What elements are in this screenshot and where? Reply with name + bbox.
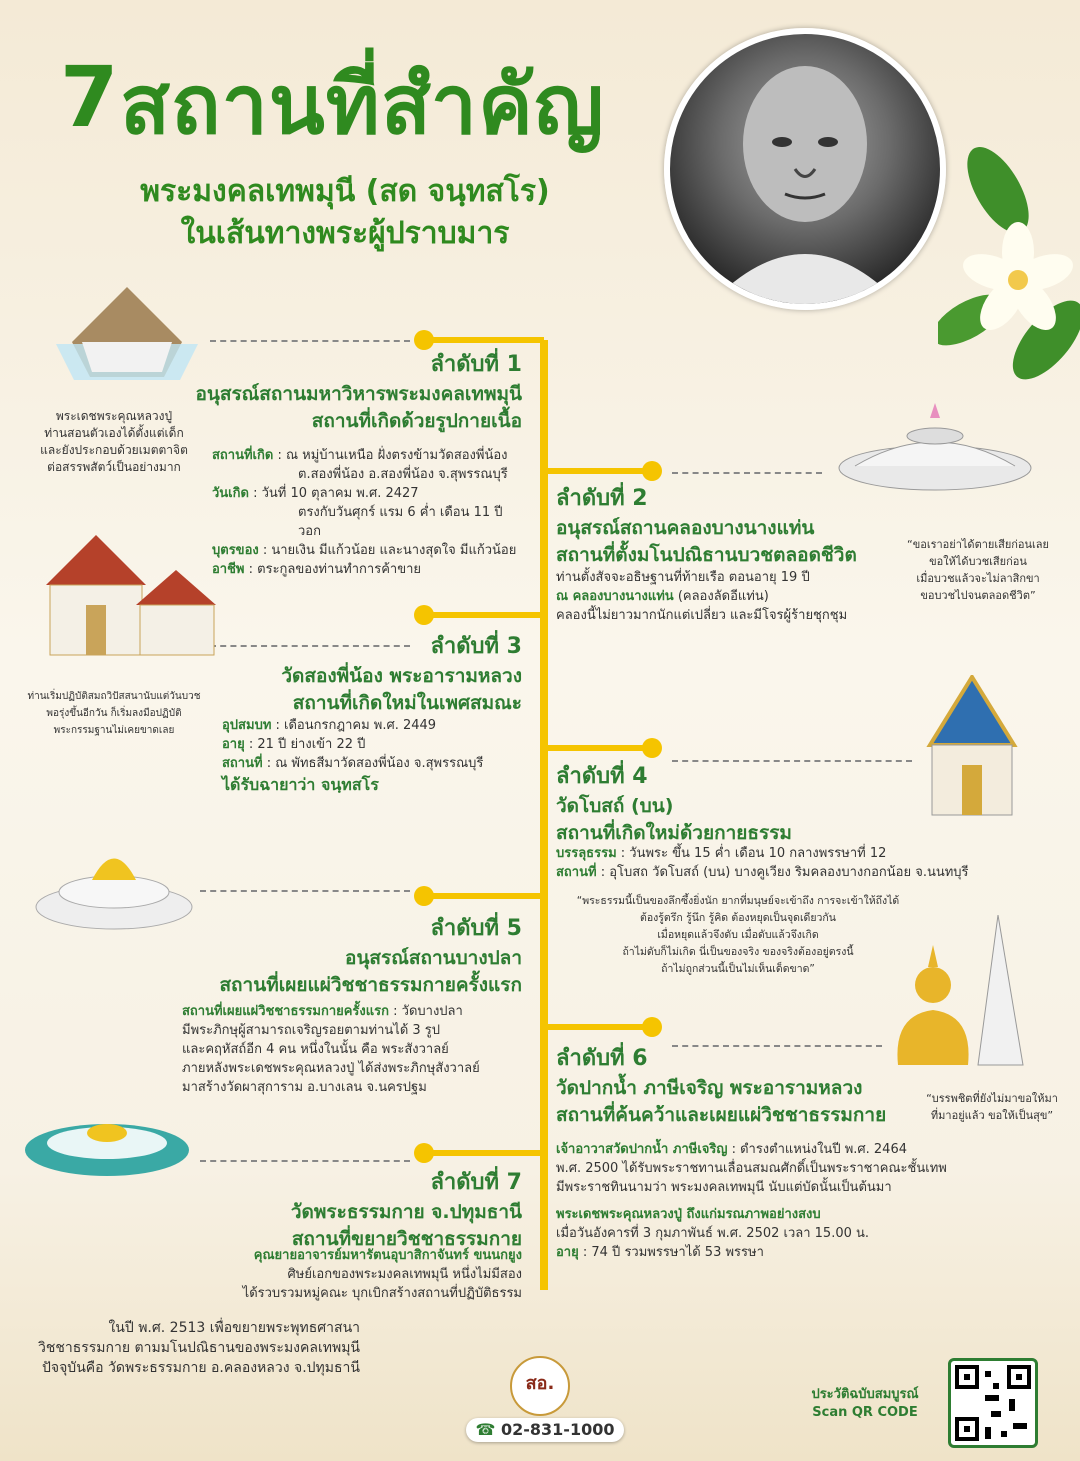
item-heading: สถานที่ขยายวิชชาธรรมกาย	[291, 1228, 522, 1250]
connector-6	[544, 1024, 652, 1030]
item-1	[150, 346, 522, 435]
leader-line-2	[672, 472, 822, 474]
item-heading: สถานที่เกิดด้วยรูปกายเนื้อ	[311, 410, 522, 432]
quote-6	[912, 1090, 1072, 1124]
subtitle-line1: พระมงคลเทพมุนี (สด จนฺทสโร)	[140, 174, 550, 209]
detail-text: : นายเงิน มีแก้วน้อย และนางสุดใจ มีแก้วน้อย	[258, 543, 517, 558]
detail-label: อุปสมบท	[222, 718, 272, 733]
subtitle-line2: ในเส้นทางพระผู้ปราบมาร	[180, 216, 510, 251]
item-rank: ลำดับที่ 5	[430, 916, 522, 941]
detail-label: สถานที่เผยแผ่วิชชาธรรมกายครั้งแรก	[182, 1004, 389, 1019]
quote-2-line: ขอบวชไปจนตลอดชีวิต”	[920, 589, 1036, 602]
detail-text: มีพระภิกษุผู้สามารถเจริญรอยตามท่านได้ 3 รูป	[182, 1023, 441, 1038]
detail-label: พระเดชพระคุณหลวงปู่ ถึงแก่มรณภาพอย่างสงบ	[556, 1207, 821, 1222]
item-heading: สถานที่ค้นคว้าและเผยแผ่วิชชาธรรมกาย	[556, 1104, 887, 1126]
note-1-line: ท่านสอนตัวเองได้ตั้งแต่เด็ก	[44, 426, 184, 440]
footer-line: ปัจจุบันคือ วัดพระธรรมกาย อ.คลองหลวง จ.ปทุมธานี	[42, 1360, 360, 1376]
qr-caption	[790, 1386, 940, 1422]
footer-text	[20, 1318, 360, 1378]
detail-text: คลองนี้ไม่ยาวมากนักแต่เปลี่ยว และมีโจรผู้ร้ายชุกชุม	[556, 608, 848, 623]
item-heading: สถานที่ตั้งมโนปณิธานบวชตลอดชีวิต	[556, 544, 857, 566]
detail-text: : ณ พัทธสีมาวัดสองพี่น้อง จ.สุพรรณบุรี	[262, 756, 484, 771]
item-heading: วัดพระธรรมกาย จ.ปทุมธานี	[290, 1201, 522, 1223]
item-heading: วัดสองพี่น้อง พระอารามหลวง	[281, 665, 522, 687]
detail-label: สถานที่	[556, 865, 597, 880]
connector-3	[420, 612, 544, 618]
detail-text: : วันที่ 10 ตุลาคม พ.ศ. 2427	[248, 486, 419, 501]
detail-text: : ตระกูลของท่านทำการค้าขาย	[244, 562, 422, 577]
item-heading: วัดปากน้ำ ภาษีเจริญ พระอารามหลวง	[556, 1077, 863, 1099]
item-6-details	[556, 1140, 1036, 1262]
logo-badge: สอ.	[510, 1356, 570, 1416]
quote-2-line: เมื่อบวชแล้วจะไม่ลาสิกขา	[916, 572, 1040, 585]
detail-text: พ.ศ. 2500 ได้รับพระราชทานเลื่อนสมณศักดิ์เป็นพระราชาคณะชั้นเทพ	[556, 1161, 947, 1176]
quote-6-line: ที่มาอยู่แล้ว ขอให้เป็นสุข”	[930, 1109, 1054, 1122]
footer-line: วิชชาธรรมกาย ตามมโนปณิธานของพระมงคลเทพมุนี	[37, 1340, 360, 1356]
detail-text: (คลองลัดอีแท่น)	[673, 589, 769, 604]
item-rank: ลำดับที่ 2	[556, 486, 648, 511]
detail-text: ศิษย์เอกของพระมงคลเทพมุนี หนึ่งไม่มีสอง	[287, 1267, 522, 1282]
note-1-line: พระเดชพระคุณหลวงปู่	[55, 409, 173, 423]
item-7-details	[172, 1246, 522, 1303]
detail-label: เจ้าอาวาสวัดปากน้ำ ภาษีเจริญ	[556, 1142, 728, 1157]
phone-text: 02-831-1000	[501, 1420, 615, 1439]
quote-4	[556, 893, 920, 978]
detail-text: เมื่อวันอังคารที่ 3 กุมภาพันธ์ พ.ศ. 2502 เวลา 15.00 น.	[556, 1226, 870, 1241]
connector-2	[544, 468, 652, 474]
leader-line-1	[210, 340, 410, 342]
ubosot-icon	[922, 675, 1022, 829]
item-4	[556, 758, 916, 847]
detail-label: บรรลุธรรม	[556, 846, 617, 861]
item-heading: อนุสรณ์สถานคลองบางนางแท่น	[556, 517, 815, 539]
item-rank: ลำดับที่ 7	[430, 1170, 522, 1195]
monk-portrait	[664, 28, 946, 310]
detail-label: อายุ	[556, 1245, 579, 1260]
item-heading: สถานที่เกิดใหม่ในเพศสมณะ	[292, 692, 522, 714]
detail-text: และคฤหัสถ์อีก 4 คน หนึ่งในนั้น คือ พระสังวาลย์	[182, 1042, 449, 1057]
detail-text: ต.สองพี่น้อง อ.สองพี่น้อง จ.สุพรรณบุรี	[298, 467, 508, 482]
detail-label: ได้รับฉายาว่า จนฺทสโร	[222, 775, 379, 794]
detail-label: ณ คลองบางนางแท่น	[556, 589, 674, 604]
quote-4-line: “พระธรรมนี้เป็นของลึกซึ้งยิ่งนัก ยากที่มนุษย์จะเข้าถึง การจะเข้าให้ถึงได้	[576, 895, 900, 907]
detail-label: อายุ	[222, 737, 245, 752]
quote-2	[888, 536, 1068, 604]
quote-4-line: ถ้าไม่ถูกส่วนนี้เป็นไม่เห็นเด็ดขาด”	[661, 963, 815, 975]
detail-text: มาสร้างวัดผาสุการาม อ.บางเลน จ.นครปฐม	[182, 1080, 427, 1095]
quote-6-line: “บรรพชิตที่ยังไม่มาขอให้มา	[926, 1092, 1058, 1105]
item-heading: สถานที่เกิดใหม่ด้วยกายธรรม	[556, 822, 792, 844]
detail-label: สถานที่	[222, 756, 263, 771]
title-number: 7	[60, 48, 119, 146]
quote-2-line: ขอให้ได้บวชเสียก่อน	[929, 555, 1027, 568]
detail-label: วันเกิด	[212, 486, 249, 501]
note-3	[14, 688, 214, 739]
detail-text: : ดำรงตำแหน่งในปี พ.ศ. 2464	[727, 1142, 907, 1157]
detail-text: : ณ หมู่บ้านเหนือ ฝั่งตรงข้ามวัดสองพี่น้อง	[273, 448, 508, 463]
item-heading: สถานที่เผยแผ่วิชชาธรรมกายครั้งแรก	[219, 974, 522, 996]
detail-text: : เดือนกรกฎาคม พ.ศ. 2449	[271, 718, 437, 733]
timeline-line	[540, 340, 548, 1290]
connector-4	[544, 745, 652, 751]
timeline-dot-6	[642, 1017, 662, 1037]
note-3-line: ท่านเริ่มปฏิบัติสมถวิปัสสนานับแต่วันบวช	[27, 691, 201, 702]
note-1-line: ต่อสรรพสัตว์เป็นอย่างมาก	[47, 460, 181, 474]
timeline-dot-4	[642, 738, 662, 758]
temple-icon	[36, 525, 222, 669]
item-rank: ลำดับที่ 3	[430, 634, 522, 659]
flower-icon	[938, 130, 1080, 394]
item-2-details	[556, 568, 886, 625]
item-3	[200, 628, 522, 717]
detail-text: ได้รวบรวมหมู่คณะ บุกเบิกสร้างสถานที่ปฏิบัติธรรม	[242, 1286, 522, 1301]
item-5	[170, 910, 522, 999]
detail-text: : วันพระ ขึ้น 15 ค่ำ เดือน 10 กลางพรรษาที่ 12	[616, 846, 887, 861]
phone-icon: ☎	[475, 1420, 501, 1439]
quote-2-line: “ขอเราอย่าได้ตายเสียก่อนเลย	[907, 538, 1049, 551]
item-rank: ลำดับที่ 4	[556, 764, 648, 789]
page-title: สถานที่สำคัญ	[120, 58, 605, 153]
note-3-line: พอรุ่งขึ้นอีกวัน ก็เริ่มลงมือปฏิบัติ	[46, 708, 182, 719]
connector-5	[420, 893, 544, 899]
dhammakaya-cetiya-icon	[22, 1105, 192, 1184]
leader-line-7	[200, 1160, 410, 1162]
item-3-details	[222, 716, 532, 794]
timeline-dot-3	[414, 605, 434, 625]
detail-text: ท่านตั้งสัจจะอธิษฐานที่ท้ายเรือ ตอนอายุ 19 ปี	[556, 570, 810, 585]
leader-line-5	[200, 890, 410, 892]
qr-code[interactable]	[948, 1358, 1038, 1448]
detail-text: มีพระราชทินนามว่า พระมงคลเทพมุนี นับแต่บัดนั้นเป็นต้นมา	[556, 1180, 892, 1195]
qr-label: Scan QR CODE	[812, 1405, 918, 1420]
item-1-details	[212, 446, 522, 579]
quote-4-line: ต้องรู้ตรึก รู้นึก รู้คิด ต้องหยุดเป็นจุดเดียวกัน	[640, 912, 836, 924]
detail-label: บุตรของ	[212, 543, 259, 558]
connector-1	[420, 337, 544, 343]
detail-label: คุณยายอาจารย์มหารัตนอุบาสิกาจันทร์ ขนนกยูง	[253, 1248, 522, 1263]
item-rank: ลำดับที่ 6	[556, 1046, 648, 1071]
timeline-dot-2	[642, 461, 662, 481]
quote-4-line: เมื่อหยุดแล้วจึงดับ เมื่อดับแล้วจึงเกิด	[657, 929, 819, 941]
note-3-line: พระกรรมฐานไม่เคยขาดเลย	[53, 725, 175, 736]
detail-text: : 21 ปี ย่างเข้า 22 ปี	[244, 737, 366, 752]
item-heading: อนุสรณ์สถานบางปลา	[345, 947, 522, 969]
item-rank: ลำดับที่ 1	[430, 352, 522, 377]
connector-7	[420, 1150, 544, 1156]
phone-number[interactable]	[466, 1418, 624, 1442]
quote-4-line: ถ้าไม่ดับก็ไม่เกิด นี่เป็นของจริง ของจริงต้องอยู่ตรงนี้	[622, 946, 854, 958]
qr-label: ประวัติฉบับสมบูรณ์	[811, 1387, 919, 1402]
detail-text: : อุโบสถ วัดโบสถ์ (บน) บางคูเวียง ริมคลองบางกอกน้อย จ.นนทบุรี	[596, 865, 969, 880]
item-5-details	[182, 1002, 532, 1097]
detail-label: สถานที่เกิด	[212, 448, 274, 463]
item-7	[200, 1164, 522, 1253]
detail-text: ตรงกับวันศุกร์ แรม 6 ค่ำ เดือน 11 ปีวอก	[298, 505, 503, 539]
detail-label: อาชีพ	[212, 562, 245, 577]
item-heading: วัดโบสถ์ (บน)	[556, 795, 674, 817]
item-4-details	[556, 844, 1036, 882]
item-2	[556, 480, 886, 569]
item-heading: อนุสรณ์สถานมหาวิหารพระมงคลเทพมุนี	[195, 383, 522, 405]
detail-text: : 74 ปี รวมพรรษาได้ 53 พรรษา	[578, 1245, 764, 1260]
item-6	[556, 1040, 916, 1129]
timeline-dot-5	[414, 886, 434, 906]
timeline-dot-7	[414, 1143, 434, 1163]
detail-text: ภายหลังพระเดชพระคุณหลวงปู่ ได้ส่งพระภิกษุสังวาลย์	[182, 1061, 480, 1076]
detail-text: : วัดบางปลา	[389, 1004, 463, 1019]
footer-line: ในปี พ.ศ. 2513 เพื่อขยายพระพุทธศาสนา	[108, 1320, 360, 1336]
note-1-line: และยังประกอบด้วยเมตตาจิต	[40, 443, 188, 457]
